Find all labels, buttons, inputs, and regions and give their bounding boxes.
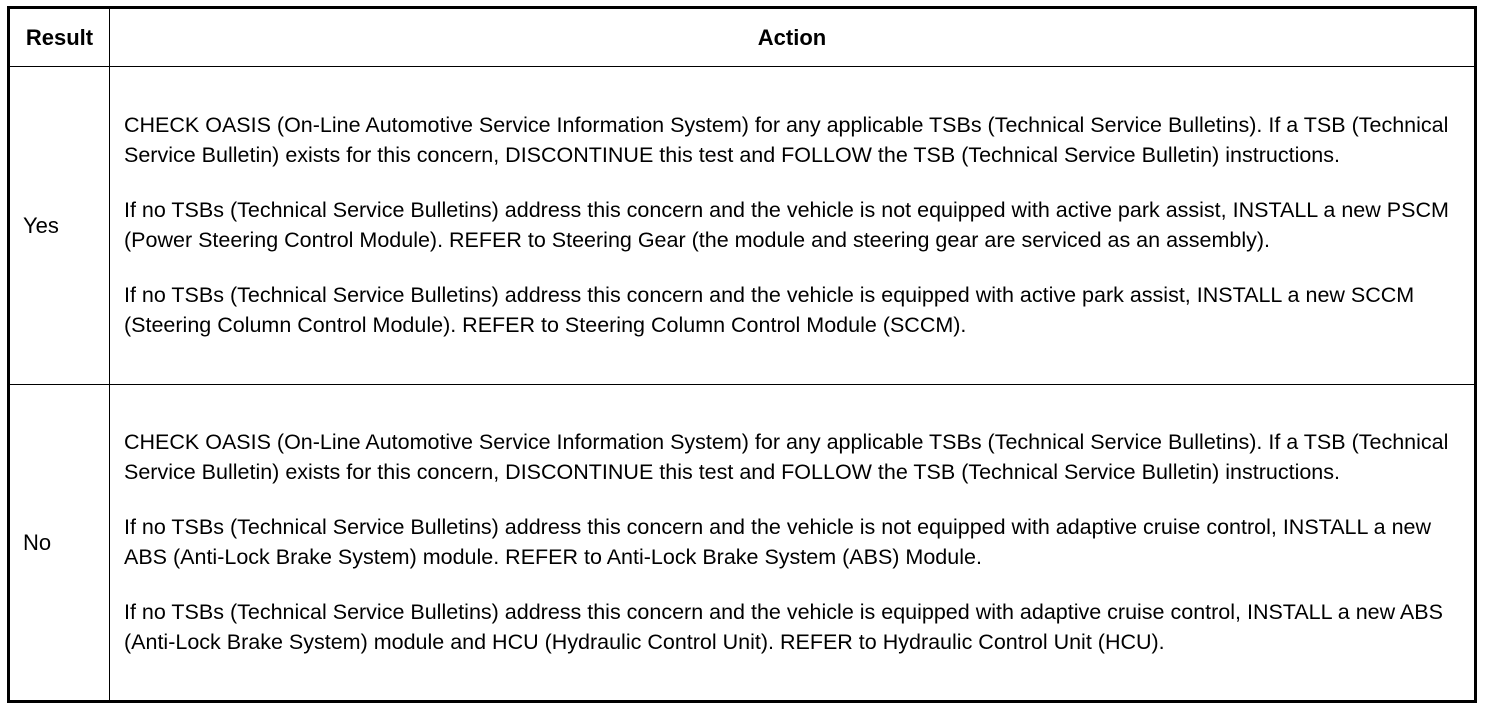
action-paragraph: If no TSBs (Technical Service Bulletins) address this concern and the vehicle is not equipped with adaptive cruise control, INSTALL a new ABS (Anti-Lock Brake System) module. REFER to Anti-Lock Brake System (ABS) Module. [124, 515, 1432, 569]
header-row [9, 8, 1476, 67]
action-paragraph: If no TSBs (Technical Service Bulletins) address this concern and the vehicle is equipped with active park assist, INSTALL a new SCCM (Steering Column Control Module). REFER to Steering Column Control Module (SCCM). [124, 283, 1415, 337]
header-result: Result [9, 8, 110, 67]
table-header [9, 8, 1476, 67]
header-action: Action [110, 8, 1476, 67]
result-cell-yes: Yes [9, 67, 110, 385]
result-cell-no: No [9, 385, 110, 702]
action-paragraph: CHECK OASIS (On-Line Automotive Service Information System) for any applicable TSBs (Technical Service Bulletins). If a TSB (Technical Service Bulletin) exists for this concern, DISCONTINUE this test and FOLLOW the TSB (Technical Service Bulletin) instructions. [124, 430, 1449, 484]
action-cell-no [110, 385, 1476, 702]
table-row-yes [9, 67, 1476, 385]
result-action-table [7, 6, 1477, 703]
action-cell-yes [110, 67, 1476, 385]
action-paragraph: If no TSBs (Technical Service Bulletins) address this concern and the vehicle is not equipped with active park assist, INSTALL a new PSCM (Power Steering Control Module). REFER to Steering Gear (the module and steering gear are serviced as an assembly). [124, 198, 1449, 252]
table-row-no [9, 385, 1476, 702]
action-paragraph: If no TSBs (Technical Service Bulletins) address this concern and the vehicle is equipped with adaptive cruise control, INSTALL a new ABS (Anti-Lock Brake System) module and HCU (Hydraulic Control Unit). REFER to Hydraulic Control Unit (HCU). [124, 600, 1443, 654]
action-paragraph: CHECK OASIS (On-Line Automotive Service Information System) for any applicable TSBs (Technical Service Bulletins). If a TSB (Technical Service Bulletin) exists for this concern, DISCONTINUE this test and FOLLOW the TSB (Technical Service Bulletin) instructions. [124, 113, 1449, 167]
